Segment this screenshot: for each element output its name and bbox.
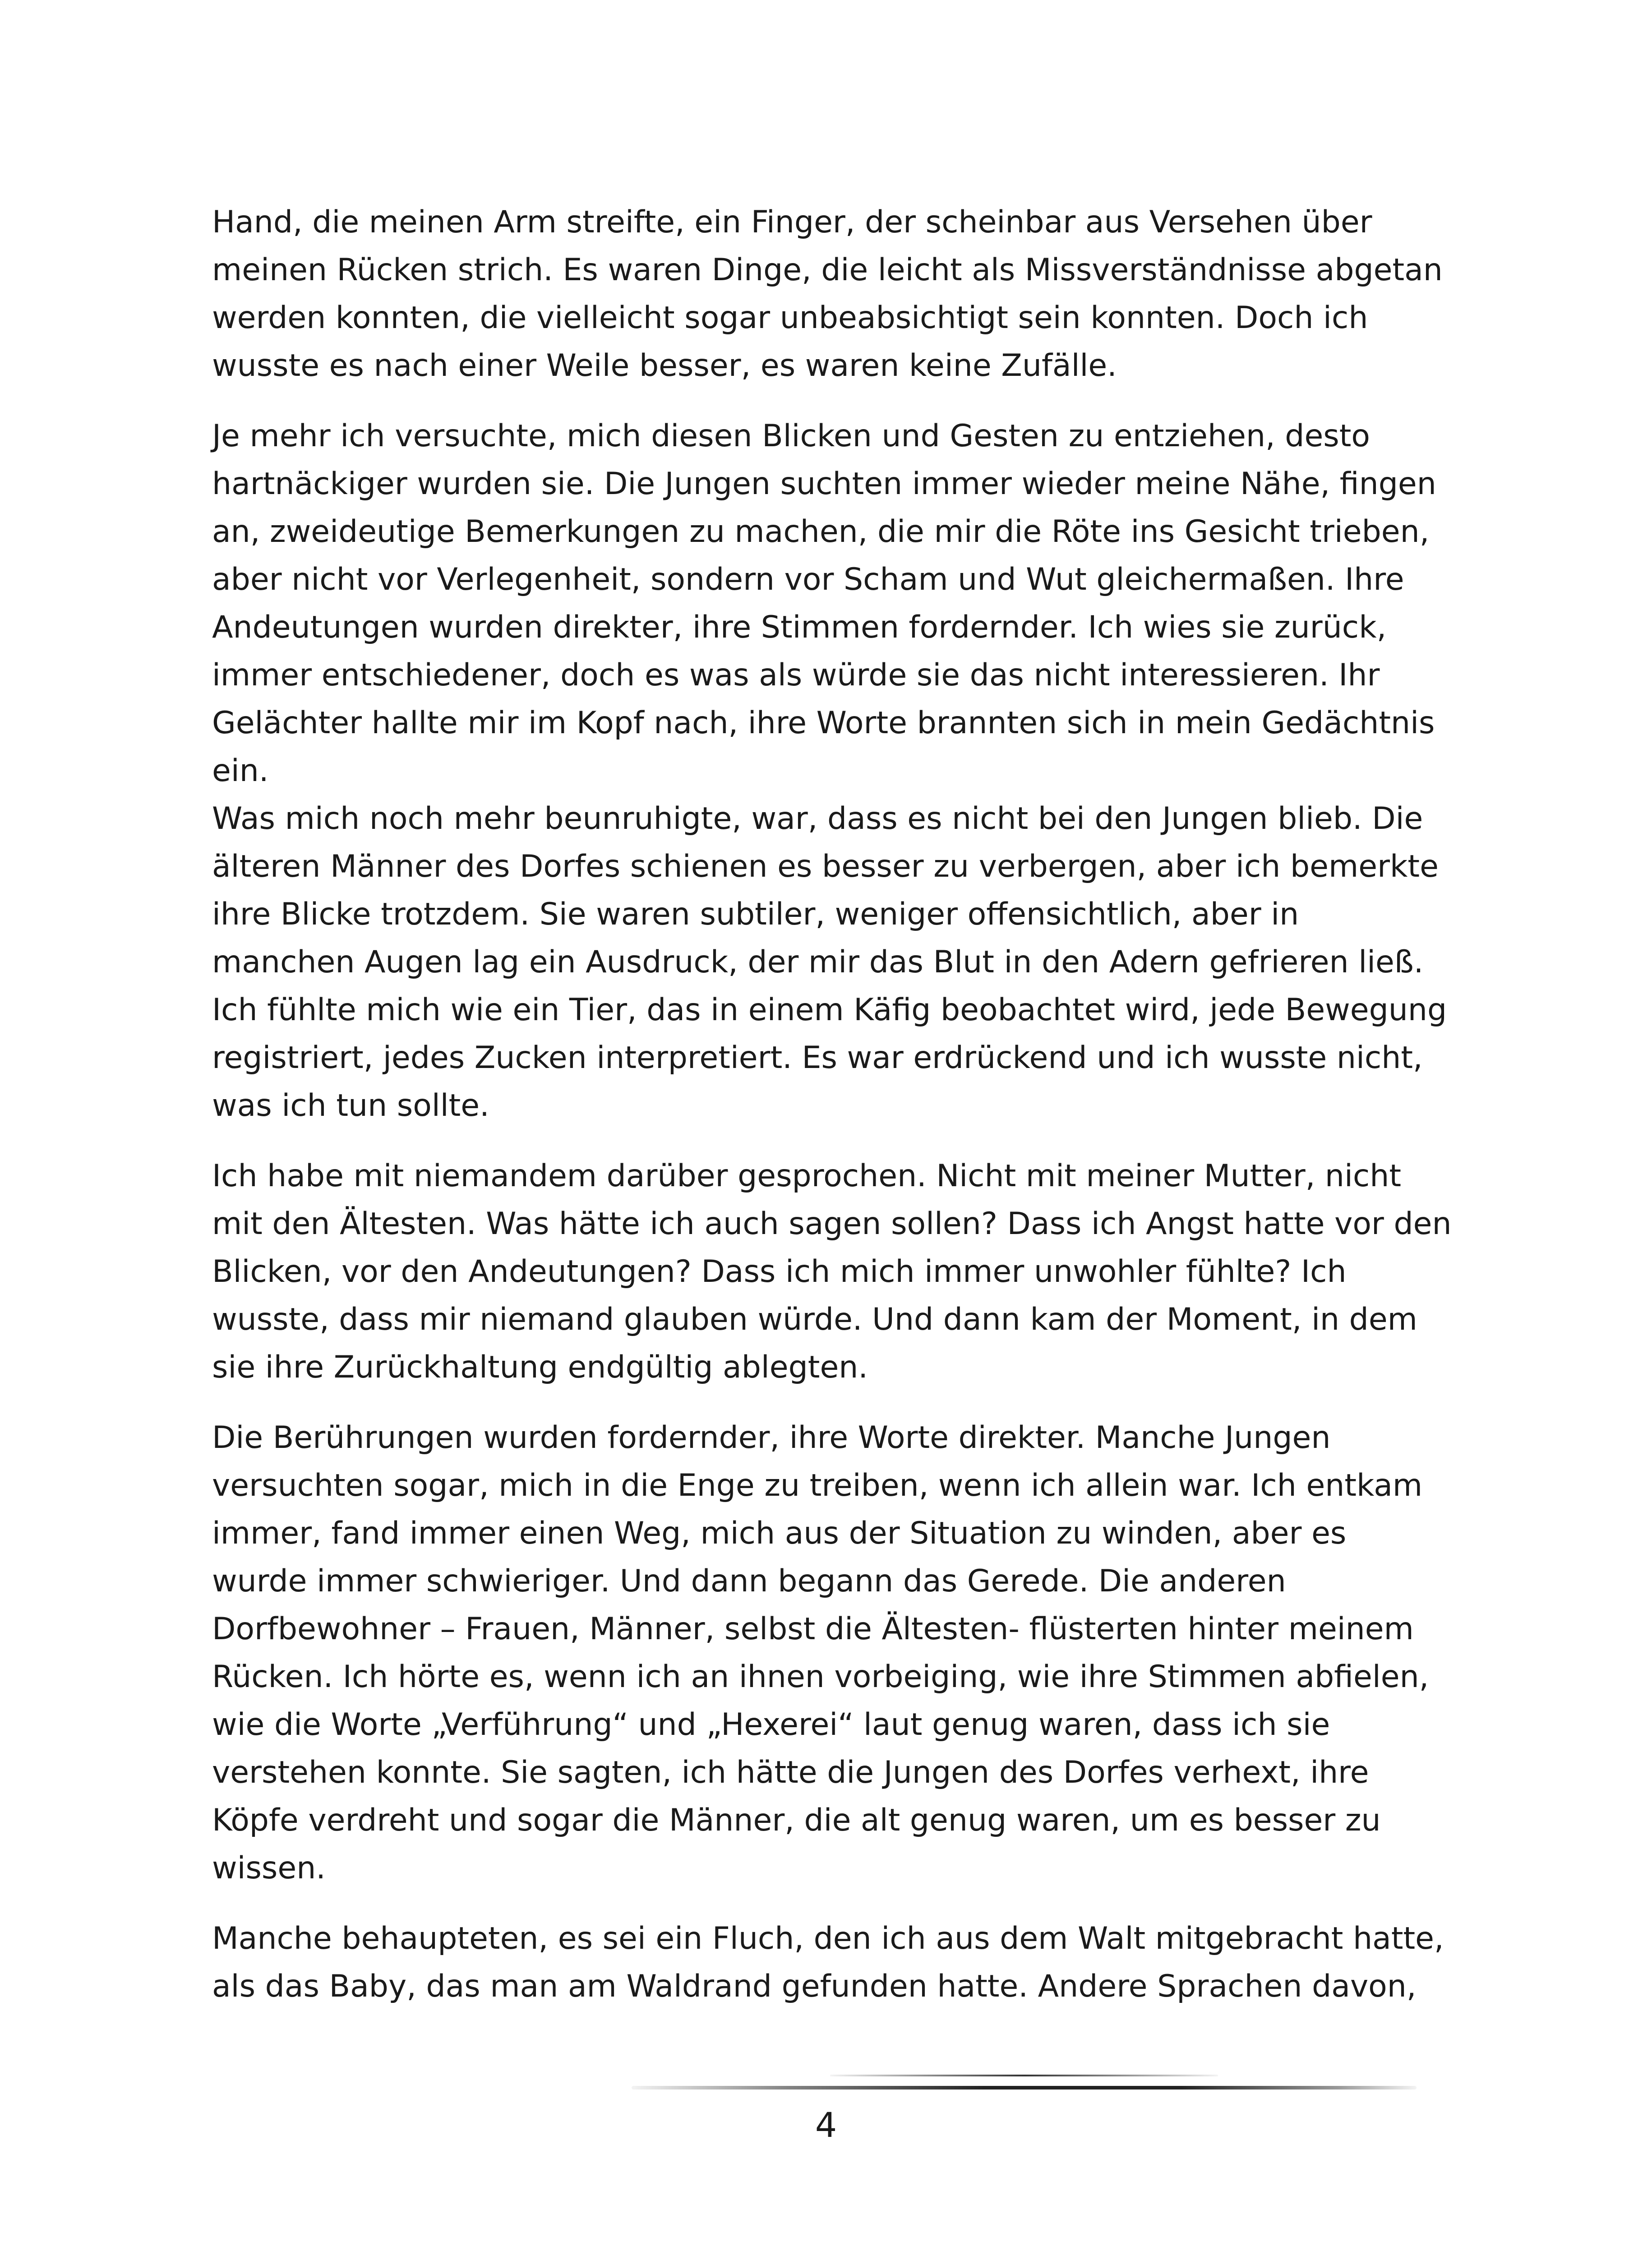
page-number: 4 bbox=[815, 2105, 837, 2145]
paragraph-5: Die Berührungen wurden fordernder, ihre Worte direkter. Manche Jungen versuchten sogar, mich in die Enge zu treiben, wenn ich allein war. Ich entkam immer, fand immer einen Weg, mich aus der Situation zu winden, aber es wurde immer schwieriger. Und dann begann das Gerede. Die anderen Dorfbewohner – Frauen, Männer, selbst die Ältesten- flüsterten hinter meinem Rücken. Ich hörte es, wenn ich an ihnen vorbeiging, wie ihre Stimmen abfielen, wie die Worte „Verführung“ und „Hexerei“ laut genug waren, dass ich sie verstehen konnte. Sie sagten, ich hätte die Jungen des Dorfes verhext, ihre Köpfe verdreht und sogar die Männer, die alt genug waren, um es besser zu wissen. bbox=[212, 1420, 1429, 1886]
paragraph-6: Manche behaupteten, es sei ein Fluch, den ich aus dem Walt mitgebracht hatte, als das Baby, das man am Waldrand gefunden hatte. Andere Sprachen davon, bbox=[212, 1921, 1444, 2004]
body-text bbox=[212, 199, 1466, 2033]
footer-divider-accent bbox=[830, 2075, 1218, 2076]
footer-divider bbox=[632, 2086, 1417, 2090]
paragraph-3: Was mich noch mehr beunruhigte, war, dass es nicht bei den Jungen blieb. Die älteren Männer des Dorfes schienen es besser zu verbergen, aber ich bemerkte ihre Blicke trotzdem. Sie waren subtiler, weniger offensichtlich, aber in manchen Augen lag ein Ausdruck, der mir das Blut in den Adern gefrieren ließ. Ich fühlte mich wie ein Tier, das in einem Käfig beobachtet wird, jede Bewegung registriert, jedes Zucken interpretiert. Es war erdrückend und ich wusste nicht, was ich tun sollte. bbox=[212, 801, 1447, 1123]
paragraph-2: Je mehr ich versuchte, mich diesen Blicken und Gesten zu entziehen, desto hartnäckiger wurden sie. Die Jungen suchten immer wieder meine Nähe, fingen an, zweideutige Bemerkungen zu machen, die mir die Röte ins Gesicht trieben, aber nicht vor Verlegenheit, sondern vor Scham und Wut gleichermaßen. Ihre Andeutungen wurden direkter, ihre Stimmen fordernder. Ich wies sie zurück, immer entschiedener, doch es was als würde sie das nicht interessieren. Ihr Gelächter hallte mir im Kopf nach, ihre Worte brannten sich in mein Gedächtnis ein. bbox=[212, 418, 1436, 789]
paragraph-1: Hand, die meinen Arm streifte, ein Finger, der scheinbar aus Versehen über meinen Rücken strich. Es waren Dinge, die leicht als Missverständnisse abgetan werden konnten, die vielleicht sogar unbeabsichtigt sein konnten. Doch ich wusste es nach einer Weile besser, es waren keine Zufälle. bbox=[212, 204, 1443, 384]
paragraph-4: Ich habe mit niemandem darüber gesprochen. Nicht mit meiner Mutter, nicht mit den Ältesten. Was hätte ich auch sagen sollen? Dass ich Angst hatte vor den Blicken, vor den Andeutungen? Dass ich mich immer unwohler fühlte? Ich wusste, dass mir niemand glauben würde. Und dann kam der Moment, in dem sie ihre Zurückhaltung endgültig ablegten. bbox=[212, 1158, 1452, 1385]
